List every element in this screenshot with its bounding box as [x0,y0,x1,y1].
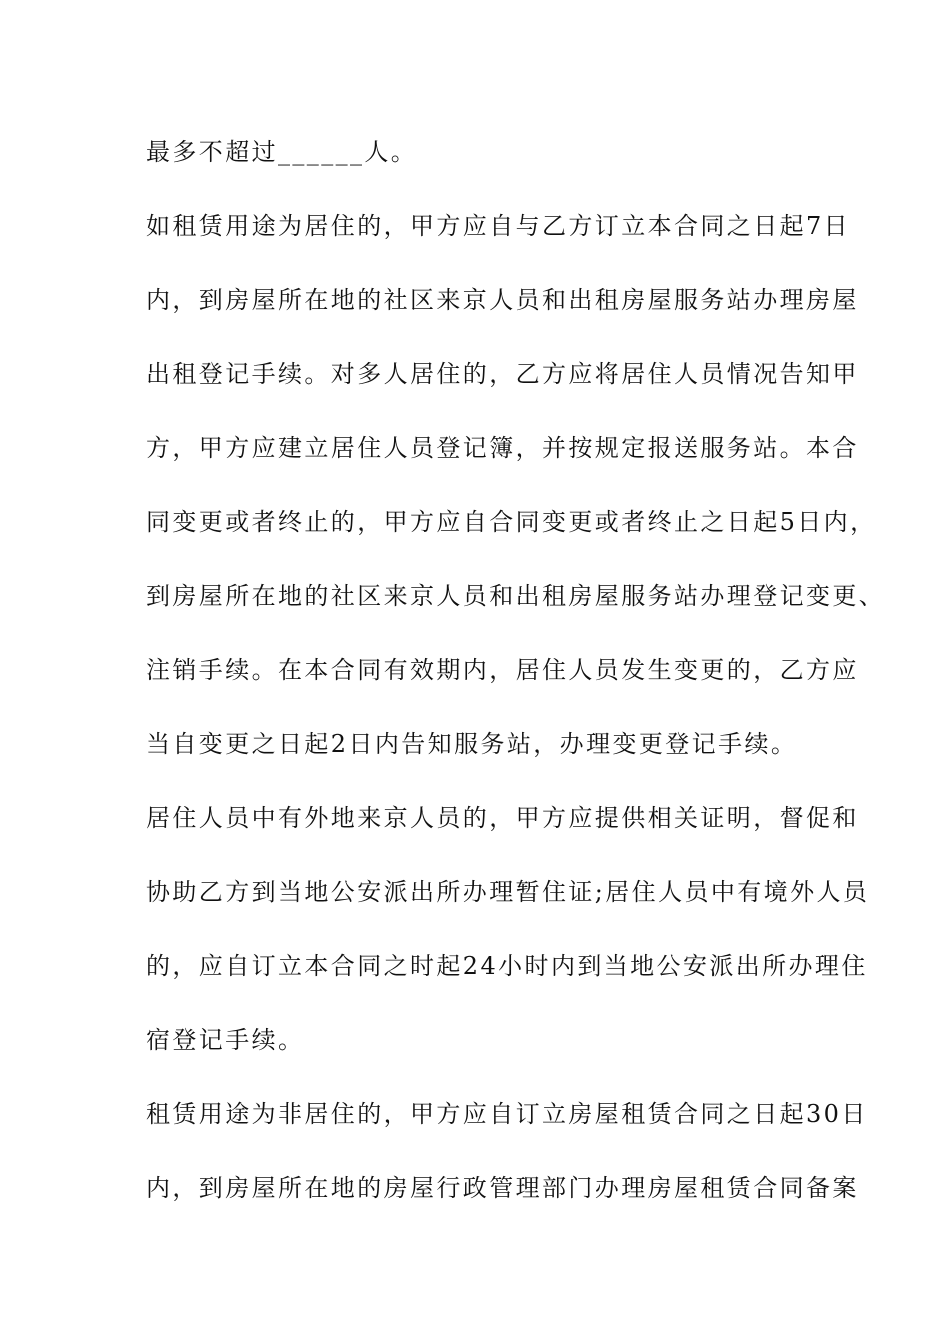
text-line: 内，到房屋所在地的社区来京人员和出租房屋服务站办理房屋 [146,286,859,314]
text-line: 内，到房屋所在地的房屋行政管理部门办理房屋租赁合同备案 [146,1174,859,1202]
text-line: 居住人员中有外地来京人员的，甲方应提供相关证明，督促和 [146,804,859,832]
text-line: 出租登记手续。对多人居住的，乙方应将居住人员情况告知甲 [146,360,859,388]
text-line: 方，甲方应建立居住人员登记簿，并按规定报送服务站。本合 [146,434,859,462]
text-line: 如租赁用途为居住的，甲方应自与乙方订立本合同之日起7日 [146,212,851,240]
text-line: 最多不超过______人。 [146,138,418,166]
text-line: 的，应自订立本合同之时起24小时内到当地公安派出所办理住 [146,952,868,980]
text-line: 到房屋所在地的社区来京人员和出租房屋服务站办理登记变更、 [146,582,886,610]
text-line: 注销手续。在本合同有效期内，居住人员发生变更的，乙方应 [146,656,859,684]
text-line: 协助乙方到当地公安派出所办理暂住证;居住人员中有境外人员 [146,878,870,906]
text-line: 同变更或者终止的，甲方应自合同变更或者终止之日起5日内， [146,508,877,536]
text-line: 租赁用途为非居住的，甲方应自订立房屋租赁合同之日起30日 [146,1100,868,1128]
text-line: 当自变更之日起2日内告知服务站，办理变更登记手续。 [146,730,798,758]
text-line: 宿登记手续。 [146,1026,305,1054]
